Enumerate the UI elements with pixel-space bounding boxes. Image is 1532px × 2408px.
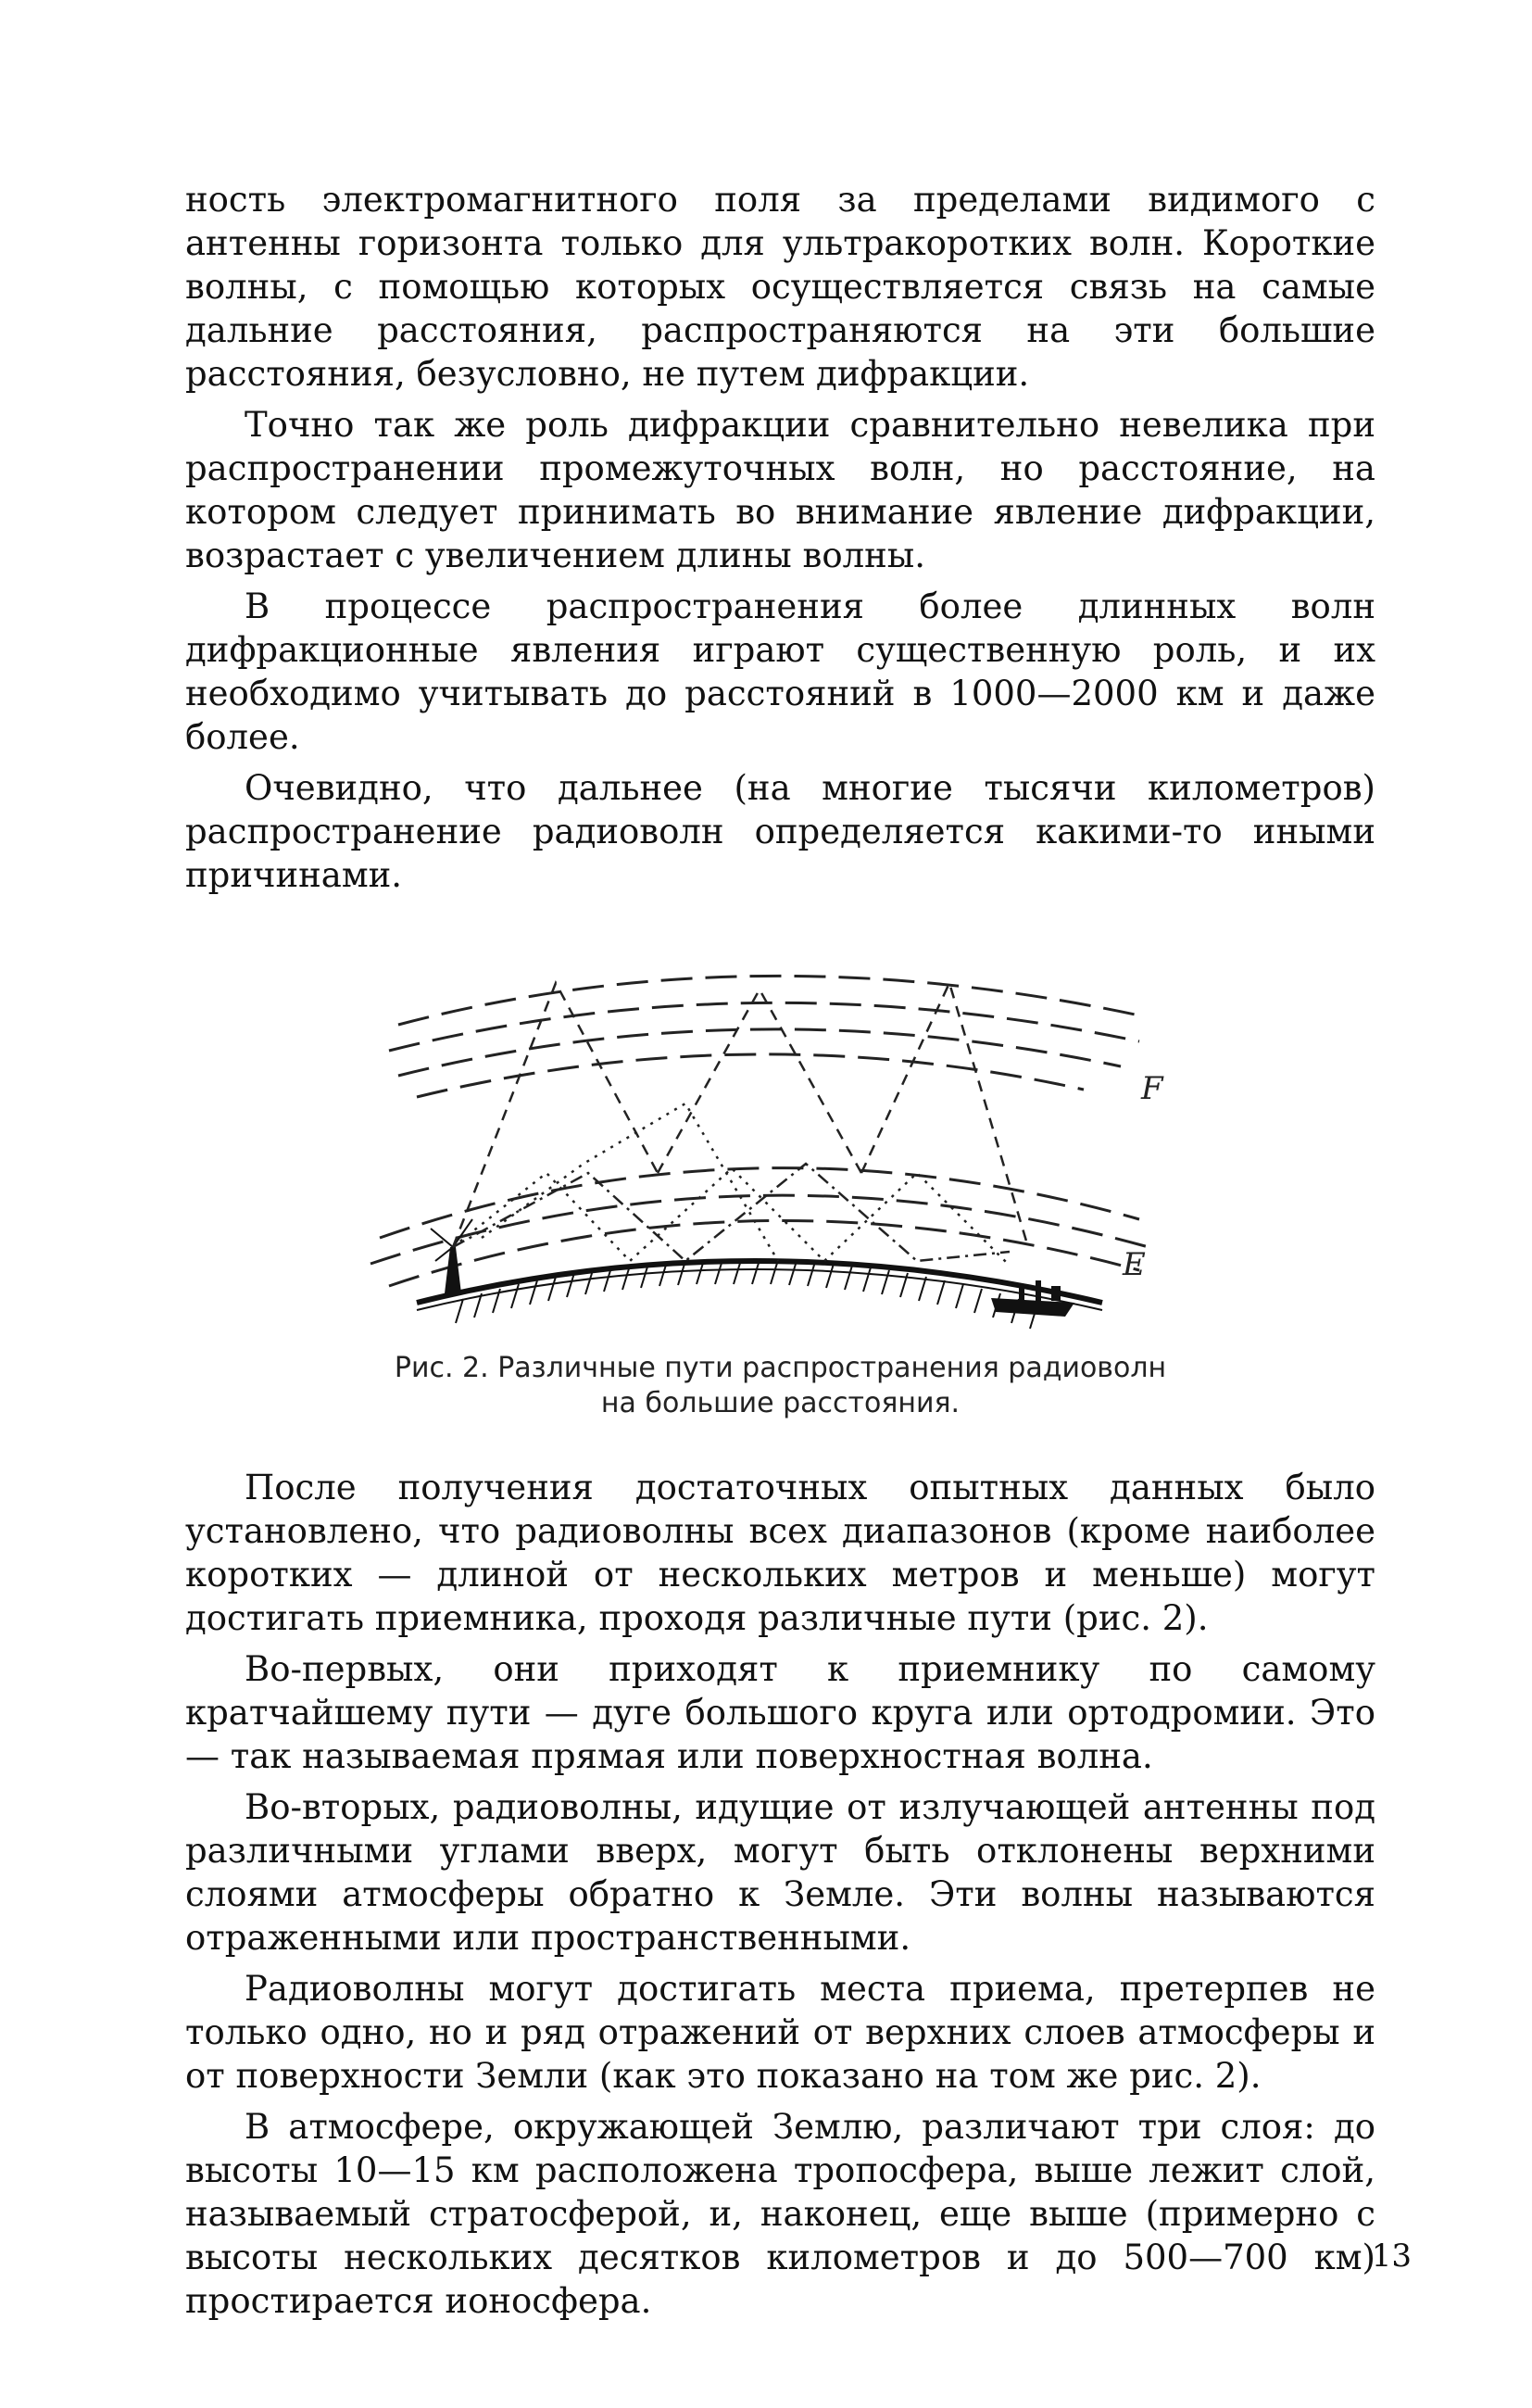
page-number: 13 — [1371, 2238, 1412, 2275]
earth-hatching — [456, 1260, 1037, 1329]
caption-line-1: Рис. 2. Различные пути распространения радиоволн — [394, 1352, 1167, 1384]
label-f: F — [1141, 1070, 1163, 1107]
paragraph-experimental-data: После получения достаточных опытных данных было установлено, что радиоволны всех диапазонов (кроме наиболее коротких — длиной от нескольких метров и меньше) могут достигать приемника, проходя различные пути (рис. 2). — [185, 1468, 1375, 1638]
paragraph-first-path: Во-первых, они приходят к приемнику по самому кратчайшему пути — дуге большого круга или ортодромии. Это — так называемая прямая или поверхностная волна. — [185, 1649, 1375, 1776]
paragraph-long-distance: Очевидно, что дальнее (на многие тысячи километров) распространение радиоволн определяется какими-то иными причинами. — [185, 768, 1375, 895]
paragraph-atmosphere-layers: В атмосфере, окружающей Землю, различают три слоя: до высоты 10—15 км расположена тропосфера, выше лежит слой, называемый стратосферой, и, наконец, еще выше (примерно с высоты нескольких десятков километров и до 500—700 км) простирается ионосфера. — [185, 2107, 1375, 2321]
paragraph-continuation: ность электромагнитного поля за пределами видимого с антенны горизонта только для ультракоротких волн. Короткие волны, с помощью которых осуществляется связь на самые дальние расстояния, распространяются на эти большие расстояния, безусловно, не путем дифракции. — [185, 180, 1375, 394]
paragraph-second-path: Во-вторых, радиоволны, идущие от излучающей антенны под различными углами вверх, могут быть отклонены верхними слоями атмосферы обратно к Земле. Эти волны называются отраженными или пространственными. — [185, 1787, 1375, 1958]
caption-line-2: на большие расстояния. — [600, 1387, 961, 1419]
label-e: E — [1123, 1246, 1146, 1283]
page-body — [185, 178, 1375, 2330]
f-layer-rays — [453, 983, 1028, 1247]
f-layer — [389, 976, 1139, 1097]
e-layer-rays — [453, 1103, 1010, 1266]
paragraph-long-waves: В процессе распространения более длинных волн дифракционные явления играют существенную роль, и их необходимо учитывать до расстояний в 1000—2000 км и даже более. — [185, 586, 1375, 757]
transmitter-antenna — [431, 1219, 472, 1293]
figure-caption — [185, 1351, 1375, 1421]
paragraph-multiple-reflections: Радиоволны могут достигать места приема, претерпев не только одно, но и ряд отражений от верхних слоев атмосферы и от поверхности Земли (как это показано на том же рис. 2). — [185, 1969, 1375, 2096]
figure-propagation-paths — [185, 941, 1375, 1340]
propagation-diagram — [343, 941, 1195, 1340]
paragraph-intermediate-waves: Точно так же роль дифракции сравнительно невелика при распространении промежуточных волн, но расстояние, на котором следует принимать во внимание явление дифракции, возрастает с увеличением длины волны. — [185, 405, 1375, 575]
